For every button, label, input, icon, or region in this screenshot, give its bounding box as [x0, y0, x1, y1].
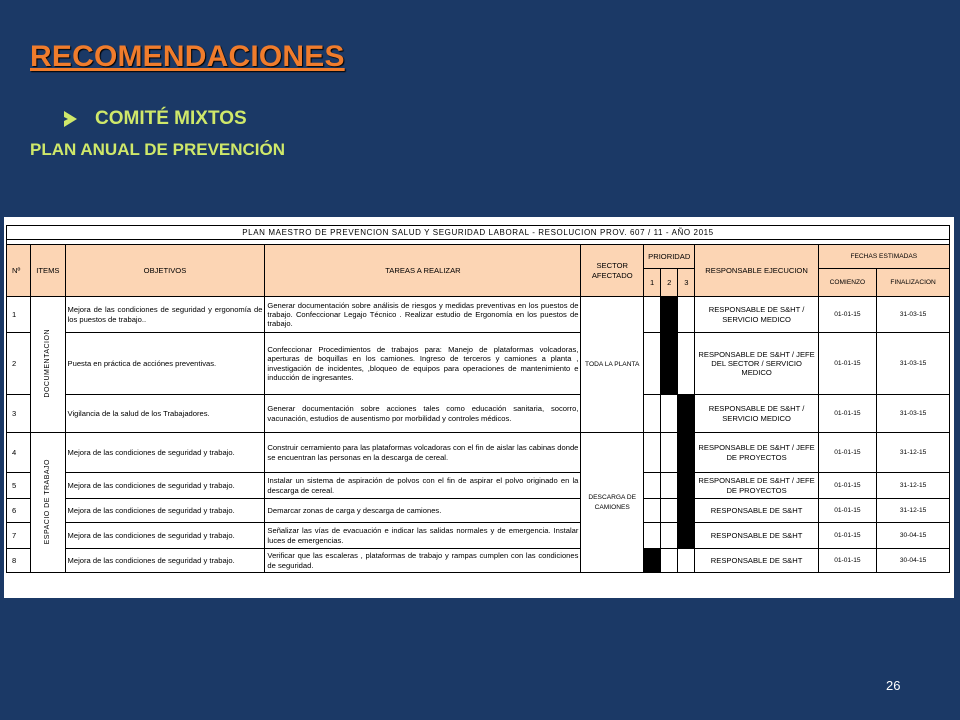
priority-1-cell	[644, 297, 661, 333]
row-num: 7	[7, 523, 31, 549]
items-cell	[31, 433, 65, 573]
row-comienzo: 01-01-15	[818, 549, 877, 573]
row-objetivo: Mejora de las condiciones de seguridad y ergonomía de los puestos de trabajo..	[65, 297, 265, 333]
priority-1-cell	[644, 499, 661, 523]
table-title: PLAN MAESTRO DE PREVENCION SALUD Y SEGURIDAD LABORAL - RESOLUCION PROV. 607 / 11 - AÑO 2015	[7, 226, 950, 240]
table-row	[7, 395, 950, 433]
sector-cell: DESCARGA DE CAMIONES	[581, 433, 644, 573]
header-comienzo: COMIENZO	[818, 269, 877, 297]
row-finalizacion: 31-12-15	[877, 473, 950, 499]
slide-subtitle: PLAN ANUAL DE PREVENCIÓN	[30, 140, 286, 159]
row-finalizacion: 31-03-15	[877, 297, 950, 333]
row-num: 8	[7, 549, 31, 573]
priority-1-cell	[644, 523, 661, 549]
row-comienzo: 01-01-15	[818, 523, 877, 549]
row-responsable: RESPONSABLE DE S&HT / SERVICIO MEDICO	[695, 297, 818, 333]
row-finalizacion: 30-04-15	[877, 549, 950, 573]
row-responsable: RESPONSABLE DE S&HT	[695, 523, 818, 549]
row-finalizacion: 31-12-15	[877, 499, 950, 523]
table-row	[7, 499, 950, 523]
page-number: 26	[886, 678, 901, 693]
row-objetivo: Mejora de las condiciones de seguridad y trabajo.	[65, 433, 265, 473]
header-num: Nº	[7, 245, 31, 297]
priority-1-cell	[644, 549, 661, 573]
row-num: 4	[7, 433, 31, 473]
header-tareas: TAREAS A REALIZAR	[265, 245, 581, 297]
row-finalizacion: 30-04-15	[877, 523, 950, 549]
row-responsable: RESPONSABLE DE S&HT / JEFE DE PROYECTOS	[695, 473, 818, 499]
row-responsable: RESPONSABLE DE S&HT	[695, 499, 818, 523]
table-row	[7, 523, 950, 549]
priority-2-cell	[661, 433, 678, 473]
priority-2-cell	[661, 395, 678, 433]
row-tarea: Demarcar zonas de carga y descarga de camiones.	[265, 499, 581, 523]
row-comienzo: 01-01-15	[818, 297, 877, 333]
row-objetivo: Mejora de las condiciones de seguridad y trabajo.	[65, 523, 265, 549]
row-comienzo: 01-01-15	[818, 395, 877, 433]
priority-3-cell	[678, 433, 695, 473]
row-comienzo: 01-01-15	[818, 499, 877, 523]
priority-2-cell	[661, 499, 678, 523]
table-row	[7, 333, 950, 395]
priority-2-cell	[661, 333, 678, 395]
header-p2: 2	[661, 269, 678, 297]
header-p3: 3	[678, 269, 695, 297]
row-objetivo: Puesta en práctica de acciónes preventivas.	[65, 333, 265, 395]
row-tarea: Generar documentación sobre análisis de riesgos y medidas preventivas en los puestos de trabajo. Confeccionar Legajo Técnico . Realizar estudio de Ergonomía en los puestos de trabajo.	[265, 297, 581, 333]
plan-table	[6, 225, 950, 573]
row-tarea: Verificar que las escaleras , plataformas de trabajo y rampas cumplen con las condiciones de seguridad.	[265, 549, 581, 573]
table-row	[7, 433, 950, 473]
bullet-line	[64, 108, 247, 130]
priority-2-cell	[661, 473, 678, 499]
header-items: ITEMS	[31, 245, 65, 297]
row-finalizacion: 31-03-15	[877, 395, 950, 433]
items-label: DOCUMENTACION	[44, 329, 52, 398]
row-objetivo: Mejora de las condiciones de seguridad y trabajo.	[65, 549, 265, 573]
priority-2-cell	[661, 549, 678, 573]
items-cell	[31, 297, 65, 433]
priority-3-cell	[678, 499, 695, 523]
priority-3-cell	[678, 523, 695, 549]
priority-2-cell	[661, 297, 678, 333]
priority-3-cell	[678, 333, 695, 395]
row-num: 6	[7, 499, 31, 523]
priority-3-cell	[678, 549, 695, 573]
row-finalizacion: 31-12-15	[877, 433, 950, 473]
header-responsable: RESPONSABLE EJECUCION	[695, 245, 818, 297]
priority-2-cell	[661, 523, 678, 549]
sector-cell: TODA LA PLANTA	[581, 297, 644, 433]
row-num: 2	[7, 333, 31, 395]
priority-1-cell	[644, 473, 661, 499]
row-tarea: Instalar un sistema de aspiración de polvos con el fin de aspirar el polvo originado en la descarga de cereal.	[265, 473, 581, 499]
header-finalizacion: FINALIZACION	[877, 269, 950, 297]
priority-3-cell	[678, 297, 695, 333]
row-objetivo: Mejora de las condiciones de seguridad y trabajo.	[65, 499, 265, 523]
header-objetivos: OBJETIVOS	[65, 245, 265, 297]
row-objetivo: Mejora de las condiciones de seguridad y trabajo.	[65, 473, 265, 499]
row-finalizacion: 31-03-15	[877, 333, 950, 395]
row-comienzo: 01-01-15	[818, 333, 877, 395]
plan-table-sheet	[4, 217, 954, 598]
slide-title: RECOMENDACIONES	[30, 40, 345, 73]
header-p1: 1	[644, 269, 661, 297]
priority-1-cell	[644, 395, 661, 433]
row-tarea: Señalizar las vías de evacuación e indicar las salidas normales y de emergencia. Instalar luces de emergencias.	[265, 523, 581, 549]
row-tarea: Confeccionar Procedimientos de trabajos para: Manejo de plataformas volcadoras, aperturas de boquillas en los camiones. Ingreso de terceros y camiones a planta , investigación de incidentes, ,bloqueo de equipos para operaciones de mantenimiento e inducción de ingresantes.	[265, 333, 581, 395]
header-fechas: FECHAS ESTIMADAS	[818, 245, 949, 269]
priority-3-cell	[678, 473, 695, 499]
priority-3-cell	[678, 395, 695, 433]
priority-1-cell	[644, 433, 661, 473]
bullet-text: COMITÉ MIXTOS	[95, 108, 247, 129]
arrow-bullet-icon	[64, 111, 77, 127]
header-sector: SECTOR AFECTADO	[581, 245, 644, 297]
row-tarea: Generar documentación sobre acciones tales como educación sanitaria, socorro, vacunación, estudios de ausentismo por morbilidad y controles médicos.	[265, 395, 581, 433]
row-responsable: RESPONSABLE DE S&HT	[695, 549, 818, 573]
row-tarea: Construir cerramiento para las plataformas volcadoras con el fin de aislar las cabinas donde se encuentran las personas en la descarga de cereal.	[265, 433, 581, 473]
items-label: ESPACIO DE TRABAJO	[44, 458, 52, 545]
table-row	[7, 473, 950, 499]
row-responsable: RESPONSABLE DE S&HT / JEFE DE PROYECTOS	[695, 433, 818, 473]
row-responsable: RESPONSABLE DE S&HT / SERVICIO MEDICO	[695, 395, 818, 433]
table-row	[7, 549, 950, 573]
row-num: 3	[7, 395, 31, 433]
row-num: 5	[7, 473, 31, 499]
row-comienzo: 01-01-15	[818, 473, 877, 499]
header-prioridad: PRIORIDAD	[644, 245, 695, 269]
priority-1-cell	[644, 333, 661, 395]
table-row	[7, 297, 950, 333]
row-num: 1	[7, 297, 31, 333]
row-responsable: RESPONSABLE DE S&HT / JEFE DEL SECTOR / SERVICIO MEDICO	[695, 333, 818, 395]
row-objetivo: Vigilancia de la salud de los Trabajadores.	[65, 395, 265, 433]
row-comienzo: 01-01-15	[818, 433, 877, 473]
